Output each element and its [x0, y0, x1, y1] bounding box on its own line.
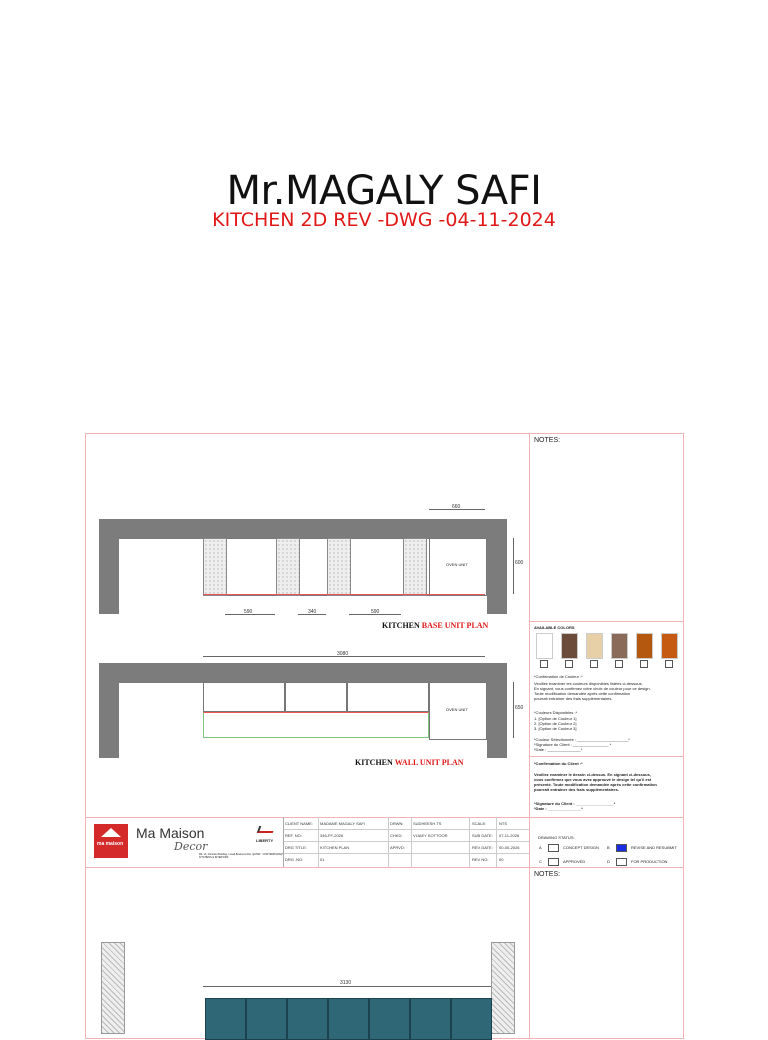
color-swatch[interactable] [586, 633, 603, 659]
col-divider [388, 817, 389, 867]
color-swatch[interactable] [561, 633, 578, 659]
text-line: En signant, vous confirmez votre choix de couleur pour ce design. [534, 686, 651, 691]
title-table-cell: 01 [320, 857, 325, 862]
base-plan-label [382, 621, 488, 630]
logo-text: ma maison [97, 841, 124, 847]
wall-plan-label-prefix: KITCHEN [355, 758, 395, 767]
row-divider [284, 853, 530, 854]
color-checkbox[interactable] [640, 660, 648, 668]
text-line: pourrait entraîner des frais supplémentaires. [534, 696, 613, 701]
dim-b1: 590 [244, 609, 253, 615]
wall-left [99, 519, 119, 614]
status-checkbox[interactable] [616, 858, 627, 866]
color-swatch[interactable] [536, 633, 553, 659]
text-line: Toute modification demandée après cette confirmation [534, 691, 631, 696]
wall-plan-label-colored: WALL UNIT PLAN [394, 758, 464, 767]
available-colors-heading: AVAILABLE COLORS [534, 625, 575, 630]
text-line: Veuillez examiner les couleurs disponibles listées ci-dessous. [534, 681, 643, 686]
status-letter: A [539, 845, 542, 850]
wall-cabinet [205, 998, 246, 1040]
status-label: CONCEPT DESIGN [563, 845, 599, 850]
stone-panel [203, 538, 227, 596]
status-checkbox[interactable] [548, 858, 559, 866]
notes-divider [529, 434, 530, 867]
col-divider [496, 817, 497, 867]
status-label: APPROVED [563, 859, 586, 864]
wall-left [101, 942, 125, 1034]
color-checkbox[interactable] [565, 660, 573, 668]
dim-b2: 340 [308, 609, 317, 615]
confirm-divider [529, 756, 683, 757]
drawing-status-heading: DRAWING STATUS: [538, 835, 575, 840]
dim-wall-side: 650 [515, 705, 524, 711]
oven-unit [429, 538, 487, 596]
status-letter: C [539, 859, 542, 864]
title-table-cell: DRG .NO: [285, 857, 304, 862]
liberty-logo-icon [257, 826, 276, 833]
client-signature-field[interactable]: *Signature du Client : _________________* [534, 801, 616, 806]
title-table-cell: KITCHEN PLAN [320, 845, 350, 850]
color-swatch[interactable] [636, 633, 653, 659]
base-plan-label-colored: BASE UNIT PLAN [421, 621, 489, 630]
liberty-label: LIBERTY [256, 838, 274, 843]
color-swatch[interactable] [611, 633, 628, 659]
title-table-cell: APRVD: [390, 845, 405, 850]
title-table-cell: SCALE: [472, 821, 487, 826]
status-checkbox[interactable] [548, 844, 559, 852]
col-divider [469, 817, 470, 867]
client-date-field[interactable]: *Date : _______________* [534, 806, 583, 811]
dimension-line [513, 538, 514, 594]
title-table-cell: SUDHEESH.TS [413, 821, 442, 826]
title-table-cell: SUB DATE: [472, 833, 493, 838]
color-signature-field[interactable]: *Signature du Client : ________________ * [534, 742, 612, 747]
dimension-line [513, 682, 514, 738]
notes-label: NOTES: [534, 437, 561, 444]
wall-cabinet [203, 682, 285, 712]
title-table-cell: REV NO: [472, 857, 489, 862]
col-divider [318, 817, 319, 867]
text-line: 1. [Option de Couleur 1] [534, 716, 577, 721]
countertop-edge [203, 594, 485, 595]
title-table-cell: VIJAEY KOTTOOR [413, 833, 448, 838]
stone-panel [403, 538, 427, 596]
status-label: REVISE AND RESUBMIT [631, 845, 677, 850]
stone-panel [276, 538, 300, 596]
color-checkbox[interactable] [590, 660, 598, 668]
selected-color-field[interactable]: *Couleur Sélectionnée : _______________________* [534, 737, 630, 742]
text-line: présenté. Toute modification demandée après cette confirmation [534, 782, 657, 787]
title-table-cell: DRG TITLE: [285, 845, 307, 850]
wall-cabinet [347, 682, 429, 712]
title-table-cell: 00 [499, 857, 504, 862]
title-table-cell: 07-11-2026 [499, 833, 520, 838]
color-date-field[interactable]: *Date : _______________* [534, 747, 583, 752]
notes-label: NOTES: [534, 871, 561, 878]
brand-script: Decor [174, 840, 208, 853]
color-swatch[interactable] [661, 633, 678, 659]
status-letter: D [607, 859, 610, 864]
color-checkbox[interactable] [615, 660, 623, 668]
color-options-heading: *Couleurs Disponibles :* [534, 710, 578, 715]
dim-b3: 590 [371, 609, 380, 615]
status-letter: B [607, 845, 610, 850]
cover-title: Mr.MAGALY SAFI [226, 168, 542, 214]
color-confirm-heading: *Confirmation de Couleur :* [534, 674, 583, 679]
wall-cabinet [410, 998, 451, 1040]
company-logo [94, 824, 128, 858]
drawing-sheet-1 [85, 433, 684, 868]
color-checkbox[interactable] [540, 660, 548, 668]
base-plan-label-prefix: KITCHEN [382, 621, 422, 630]
oven-unit-label: OVEN UNIT [446, 707, 468, 712]
wall-cabinet [285, 682, 347, 712]
title-table-cell: MADAME MAGALY SAFI [320, 821, 365, 826]
title-table-cell: NTS [499, 821, 507, 826]
text-line: 2. [Option de Couleur 2] [534, 721, 577, 726]
client-confirm-heading: *Confirmation du Client :* [534, 761, 583, 766]
text-line: vous confirmez que vous avez approuvé le design tel qu'il est [534, 777, 652, 782]
wall-cabinet [328, 998, 369, 1040]
row-divider [284, 829, 530, 830]
title-table-cell: CLIENT NAME: [285, 821, 313, 826]
row-divider [284, 841, 530, 842]
drawing-sheet-2 [85, 867, 684, 1039]
dim-top: 660 [452, 504, 461, 510]
notes-divider [529, 868, 530, 1038]
title-table-cell: REF. NO: [285, 833, 302, 838]
title-table-cell: 00-00-2026 [499, 845, 520, 850]
text-line: pourrait entraîner des frais supplémentaires. [534, 787, 619, 792]
dimension-line [203, 986, 491, 987]
color-checkbox[interactable] [665, 660, 673, 668]
brand-name: Ma Maison [136, 825, 205, 841]
company-address: Rd. 14, Ooredoo Building, Lusail Business Dist. QATAR · CONTEMPORARY KITCHENS & INTERIORS [199, 853, 284, 859]
status-checkbox[interactable] [616, 844, 627, 852]
dim-side: 600 [515, 560, 524, 566]
dim-top: 3130 [340, 980, 352, 986]
house-icon [101, 828, 121, 837]
wall-cabinet [246, 998, 287, 1040]
wall-cabinet [287, 998, 328, 1040]
wall-top [99, 663, 507, 683]
title-table-cell: REV DATE: [472, 845, 493, 850]
oven-unit-label: OVEN UNIT [446, 562, 468, 567]
text-line: 3. [Option de Couleur 3] [534, 726, 577, 731]
title-table-cell: 346-FF-2026 [320, 833, 344, 838]
stone-panel [327, 538, 351, 596]
wall-right [487, 519, 507, 614]
text-line: Veuillez examiner le dessin ci-dessus. En signant ci-dessous, [534, 772, 651, 777]
wall-right [491, 942, 515, 1034]
cover-subtitle: KITCHEN 2D REV -DWG -04-11-2024 [212, 209, 556, 231]
wall-plan-label [355, 758, 464, 767]
wall-right [487, 663, 507, 758]
wall-cabinet [369, 998, 410, 1040]
title-table-cell: CHKD: [390, 833, 403, 838]
wall-left [99, 663, 119, 758]
wall-top [99, 519, 507, 539]
title-table-cell: DRWN: [390, 821, 404, 826]
col-divider [411, 817, 412, 867]
colors-divider [529, 621, 683, 622]
counter-outline [203, 712, 429, 738]
wall-cabinet [451, 998, 492, 1040]
status-label: FOR PRODUCTION [631, 859, 668, 864]
dim-wall-top: 3080 [337, 651, 349, 657]
